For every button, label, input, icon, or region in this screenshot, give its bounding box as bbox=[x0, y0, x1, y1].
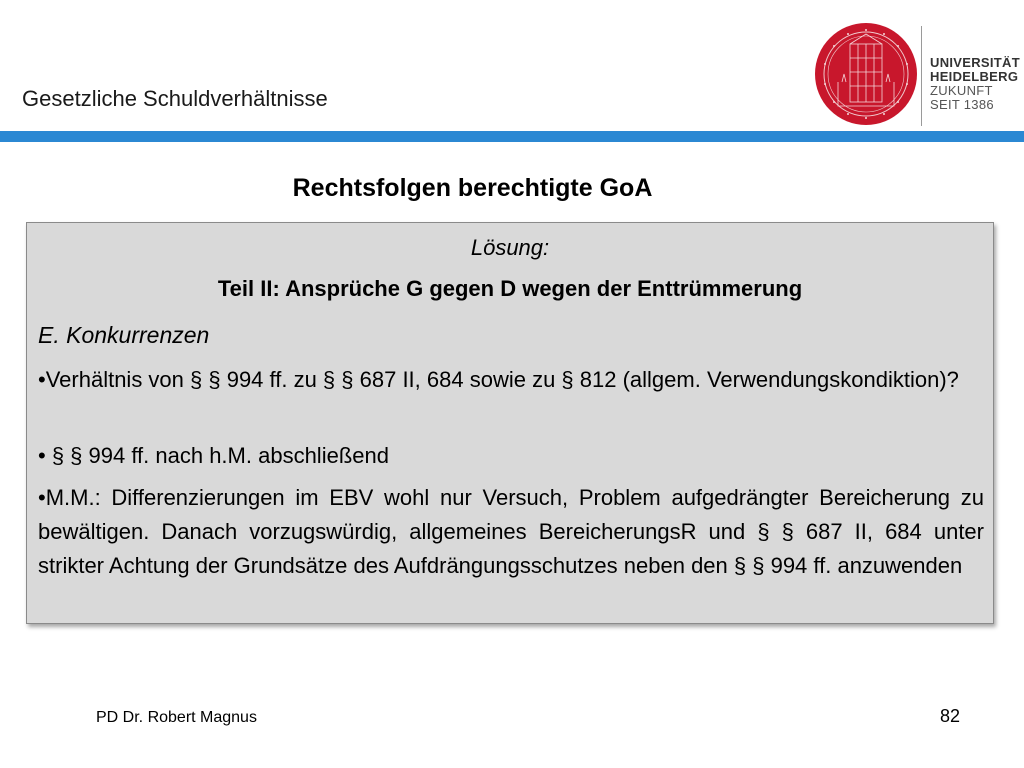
page-number: 82 bbox=[940, 706, 961, 726]
wordmark-line-3: ZUKUNFT bbox=[930, 83, 993, 98]
content-box bbox=[26, 222, 994, 624]
box-subtitle: Lösung: bbox=[470, 235, 550, 260]
section-heading: E. Konkurrenzen bbox=[38, 322, 210, 348]
bullet-item: •M.M.: Differenzierungen im EBV wohl nur Versuch, Problem aufgedrängter Bereicherung zu bewältigen. Danach vorzugswürdig, allgemeines BereicherungsR und § § 687 II, 684 unter strikter Achtung der Grundsätze des Aufdrängungsschutzes neben den § § 994 ff. anzuwenden bbox=[38, 485, 984, 578]
footer-author: PD Dr. Robert Magnus bbox=[96, 709, 257, 726]
header-title: Gesetzliche Schuldverhältnisse bbox=[22, 86, 328, 111]
wordmark-line-1: UNIVERSITÄT bbox=[930, 55, 1020, 70]
bullet-item: •Verhältnis von § § 994 ff. zu § § 687 II, 684 sowie zu § 812 (allgem. Verwendungskondiktion)? bbox=[38, 367, 959, 392]
slide-title: Rechtsfolgen berechtigte GoA bbox=[292, 174, 653, 202]
logo-divider bbox=[921, 26, 922, 126]
university-seal-logo bbox=[814, 22, 918, 126]
university-wordmark bbox=[930, 56, 1020, 112]
bullet-item: • § § 994 ff. nach h.M. abschließend bbox=[38, 443, 389, 468]
wordmark-line-2: HEIDELBERG bbox=[930, 69, 1019, 84]
header-accent-bar bbox=[0, 131, 1024, 142]
wordmark-line-4: SEIT 1386 bbox=[930, 97, 994, 112]
box-heading: Teil II: Ansprüche G gegen D wegen der Enttrümmerung bbox=[217, 276, 803, 301]
